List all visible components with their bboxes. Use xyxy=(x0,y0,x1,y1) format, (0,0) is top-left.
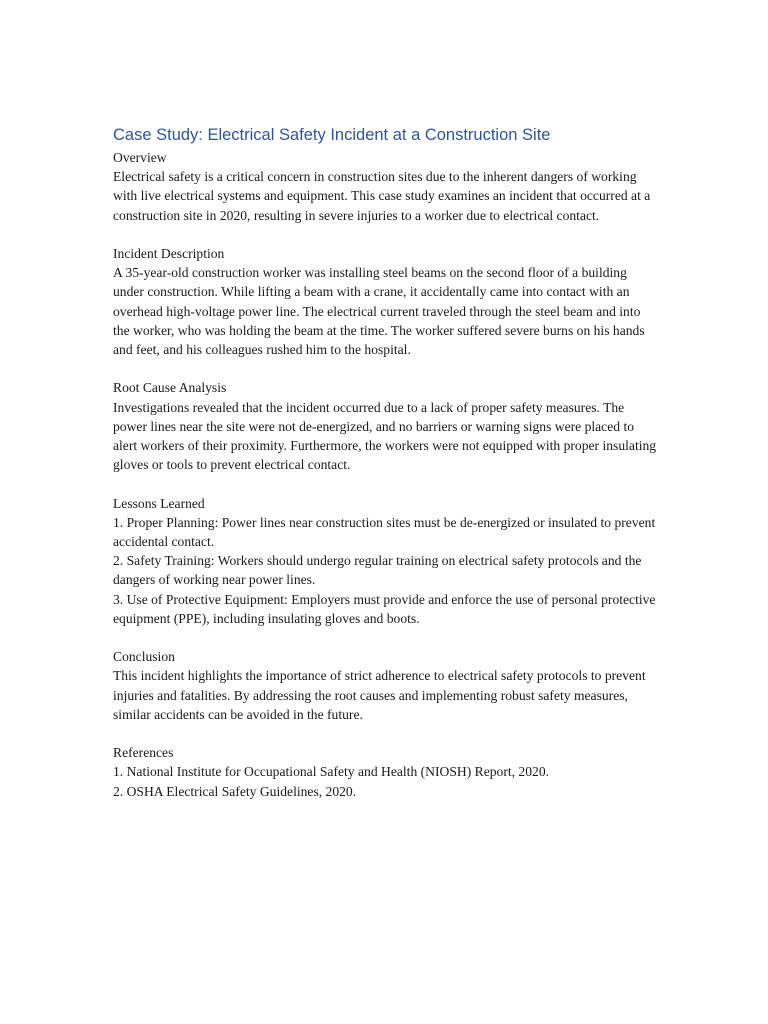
lessons-list xyxy=(113,513,658,628)
section-references xyxy=(113,743,658,801)
list-item: 1. Proper Planning: Power lines near construction sites must be de-energized or insulated to prevent accidental contact. xyxy=(113,514,656,550)
section-conclusion xyxy=(113,647,658,724)
list-item: 3. Use of Protective Equipment: Employers must provide and enforce the use of personal protective equipment (PPE), including insulating gloves and boots. xyxy=(113,591,656,626)
section-lessons-learned xyxy=(113,494,658,628)
section-paragraph: A 35-year-old construction worker was installing steel beams on the second floor of a building under construction. While lifting a beam with a crane, it accidentally came into contact with an overhead high-voltage power line. The electrical current traveled through the steel beam and into the worker, who was holding the beam at the time. The worker suffered severe burns on his hands and feet, and his colleagues rushed him to the hospital. xyxy=(113,265,645,358)
section-heading: References xyxy=(113,745,174,761)
section-paragraph: This incident highlights the importance of strict adherence to electrical safety protocols to prevent injuries and fatalities. By addressing the root causes and implementing robust safety measures, similar accidents can be avoided in the future. xyxy=(113,668,646,722)
section-heading: Conclusion xyxy=(113,649,175,665)
list-item: 1. National Institute for Occupational Safety and Health (NIOSH) Report, 2020. xyxy=(113,764,550,780)
section-paragraph: Investigations revealed that the incident occurred due to a lack of proper safety measures. The power lines near the site were not de-energized, and no barriers or warning signs were placed to alert workers of their proximity. Furthermore, the workers were not equipped with proper insulating gloves or tools to prevent electrical contact. xyxy=(113,399,657,473)
section-root-cause-analysis xyxy=(113,378,658,474)
section-heading: Incident Description xyxy=(113,246,225,261)
section-incident-description xyxy=(113,244,658,359)
list-item: 2. Safety Training: Workers should undergo regular training on electrical safety protocols and the dangers of working near power lines. xyxy=(113,553,642,588)
references-list xyxy=(113,762,658,800)
section-heading: Root Cause Analysis xyxy=(113,380,227,396)
section-heading: Overview xyxy=(113,150,167,165)
document-body xyxy=(113,124,658,801)
section-overview xyxy=(113,148,658,225)
document-title: Case Study: Electrical Safety Incident at a Construction Site xyxy=(113,126,551,144)
list-item: 2. OSHA Electrical Safety Guidelines, 2020. xyxy=(113,783,357,799)
section-paragraph: Electrical safety is a critical concern in construction sites due to the inherent dangers of working with live electrical systems and equipment. This case study examines an incident that occurred at a construction site in 2020, resulting in severe injuries to a worker due to electrical contact. xyxy=(113,169,651,223)
section-heading: Lessons Learned xyxy=(113,495,205,511)
